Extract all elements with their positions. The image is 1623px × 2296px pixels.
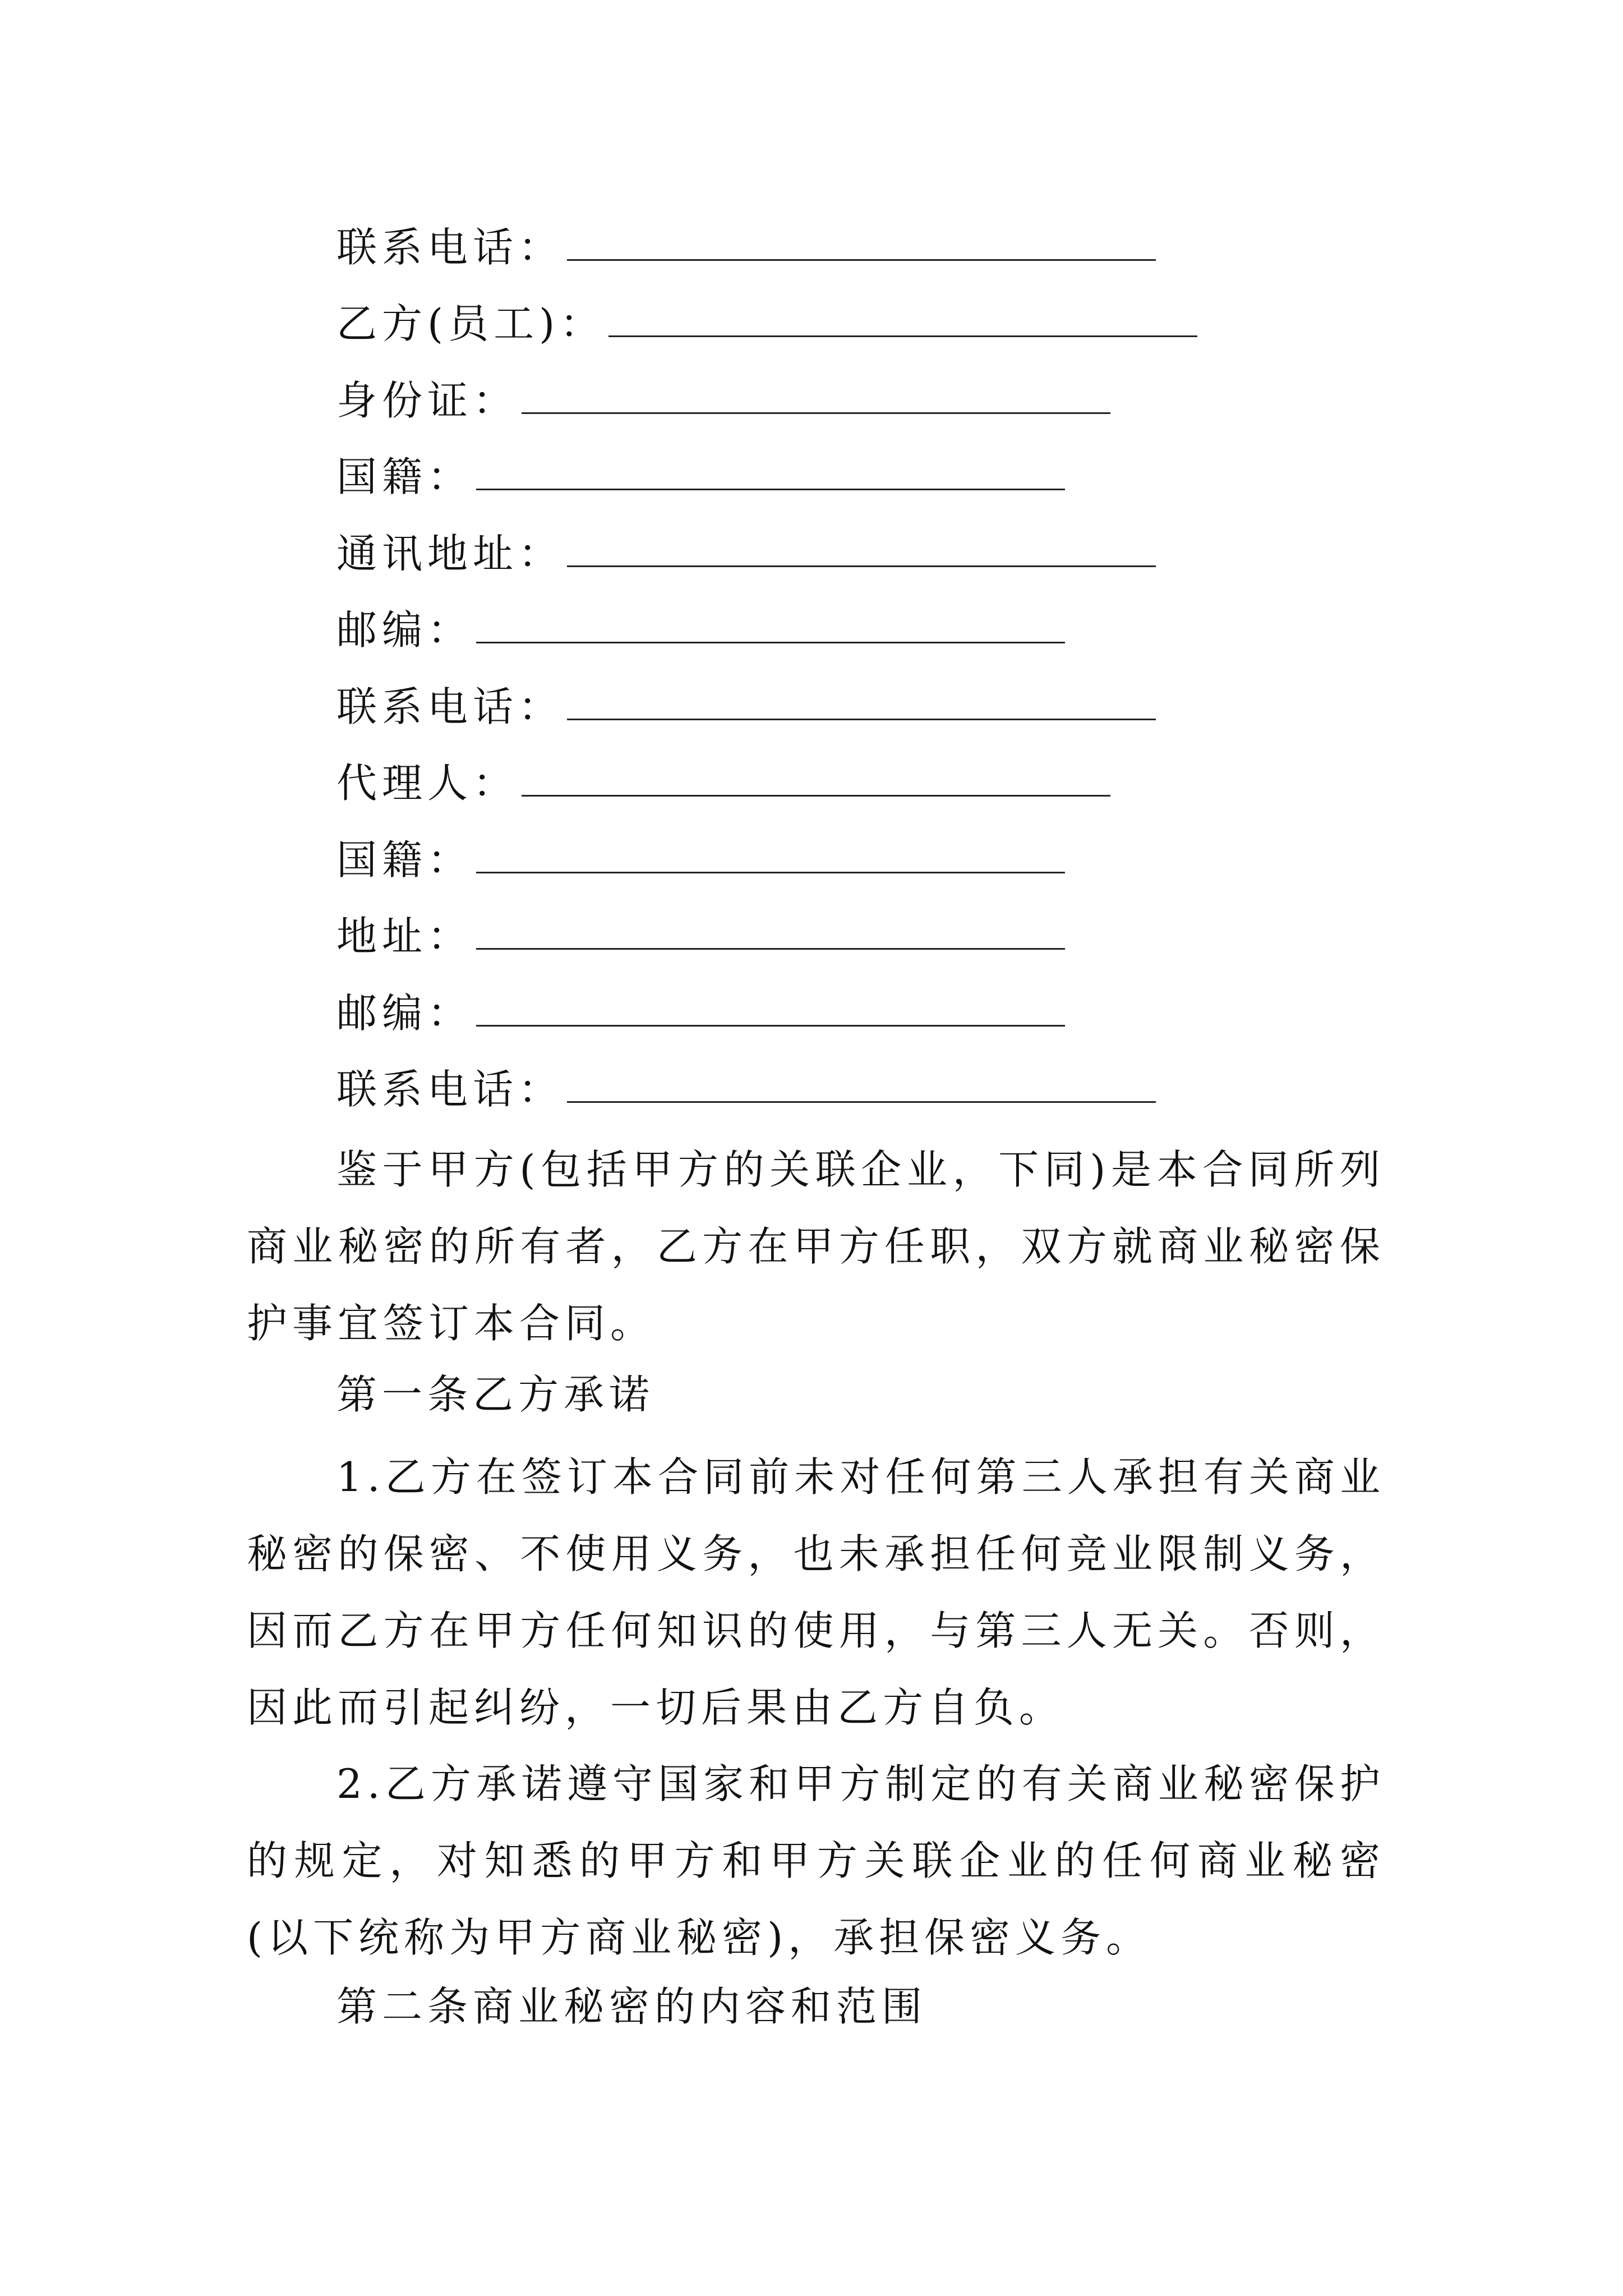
field-contact-phone-2 bbox=[336, 673, 1156, 734]
blank-line[interactable] bbox=[608, 335, 1197, 337]
field-label: 国籍： bbox=[336, 453, 473, 500]
article-1-item-2: 2.乙方承诺遵守国家和甲方制定的有关商业秘密保护的规定，对知悉的甲方和甲方关联企业的任何商业秘密(以下统称为甲方商业秘密)，承担保密义务。 bbox=[247, 1760, 1385, 1961]
field-contact-phone-1 bbox=[336, 213, 1156, 275]
field-mailing-address bbox=[336, 519, 1156, 581]
field-label: 身份证： bbox=[336, 377, 519, 424]
blank-line[interactable] bbox=[567, 1101, 1156, 1103]
blank-line[interactable] bbox=[522, 795, 1110, 797]
blank-line[interactable] bbox=[476, 948, 1065, 950]
field-party-b-employee bbox=[336, 289, 1197, 351]
article-1-heading: 第一条乙方承诺 bbox=[336, 1371, 655, 1418]
preamble-paragraph: 鉴于甲方(包括甲方的关联企业，下同)是本合同所列商业秘密的所有者，乙方在甲方任职，双方就商业秘密保护事宜签订本合同。 bbox=[247, 1146, 1385, 1347]
field-postcode-2 bbox=[336, 979, 1065, 1041]
field-label: 地址： bbox=[336, 913, 473, 960]
field-label: 邮编： bbox=[336, 990, 473, 1037]
field-label: 联系电话： bbox=[336, 1066, 564, 1113]
blank-line[interactable] bbox=[476, 489, 1065, 490]
field-label: 联系电话： bbox=[336, 224, 564, 271]
field-nationality-2 bbox=[336, 826, 1065, 887]
field-label: 乙方(员工)： bbox=[336, 300, 606, 347]
blank-line[interactable] bbox=[476, 1025, 1065, 1027]
field-address bbox=[336, 902, 1065, 964]
field-postcode-1 bbox=[336, 596, 1065, 657]
article-1-item-1: 1.乙方在签订本合同前未对任何第三人承担有关商业秘密的保密、不使用义务，也未承担任何竞业限制义务，因而乙方在甲方任何知识的使用，与第三人无关。否则，因此而引起纠纷，一切后果由乙方自负。 bbox=[247, 1453, 1385, 1731]
field-id-card bbox=[336, 366, 1110, 428]
blank-line[interactable] bbox=[567, 259, 1156, 261]
blank-line[interactable] bbox=[476, 872, 1065, 873]
blank-line[interactable] bbox=[476, 642, 1065, 643]
blank-line[interactable] bbox=[567, 565, 1156, 567]
field-label: 代理人： bbox=[336, 760, 519, 807]
blank-line[interactable] bbox=[522, 412, 1110, 414]
blank-line[interactable] bbox=[567, 719, 1156, 720]
field-label: 通讯地址： bbox=[336, 530, 564, 577]
field-label: 邮编： bbox=[336, 606, 473, 654]
field-agent bbox=[336, 749, 1110, 811]
article-2-heading: 第二条商业秘密的内容和范围 bbox=[336, 1983, 928, 2030]
field-label: 联系电话： bbox=[336, 683, 564, 730]
field-label: 国籍： bbox=[336, 836, 473, 884]
field-contact-phone-3 bbox=[336, 1055, 1156, 1117]
field-nationality-1 bbox=[336, 443, 1065, 504]
